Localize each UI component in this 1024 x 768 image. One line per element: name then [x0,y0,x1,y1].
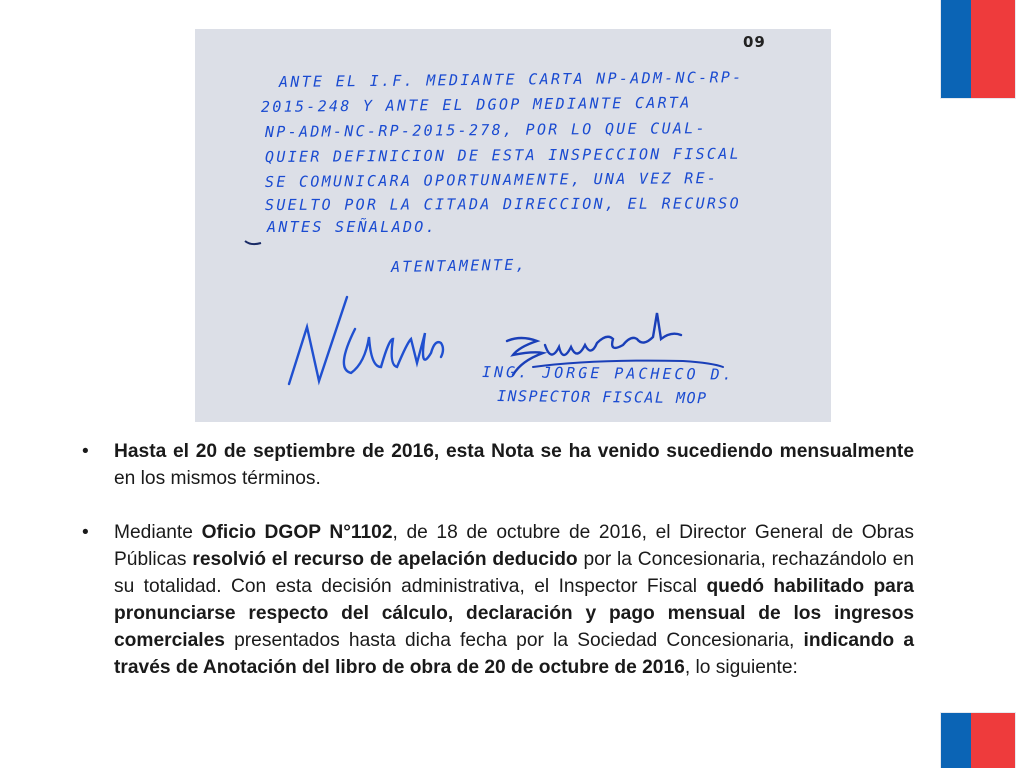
flag-red-stripe [971,713,1015,768]
flag-decoration-bottom [941,713,1015,768]
bullet-marker: • [82,441,89,462]
scanned-document [195,29,831,422]
bold-text: indicando a través de Anotación del libro de obra de 20 de octubre de 2016 [114,630,915,678]
handwritten-line: ANTE EL I.F. MEDIANTE CARTA NP-ADM-NC-RP- [278,68,744,91]
signature-left [289,297,443,384]
ink-mark [245,241,261,244]
handwritten-line: SE COMUNICARA OPORTUNAMENTE, UNA VEZ RE- [264,169,719,191]
flag-blue-stripe [941,0,971,98]
bold-text: Oficio DGOP N°1102 [201,522,393,543]
handwritten-line: NP-ADM-NC-RP-2015-278, POR LO QUE CUAL- [264,119,707,141]
bullet-text [114,438,914,492]
handwritten-line: 2015-248 Y ANTE EL DGOP MEDIANTE CARTA [260,93,692,116]
handwritten-line: ANTES SEÑALADO. [267,218,437,236]
bullet-list [78,438,914,681]
plain-text: por la Concesionaria, rechazándolo en su totalidad. Con esta decisión administrativa, el Inspector Fiscal [114,549,914,597]
signatory-name: ING. JORGE PACHECO D. [481,363,735,384]
page-number: 09 [743,33,766,51]
flag-blue-stripe [941,713,971,768]
bullet-text [114,519,914,681]
plain-text: presentados hasta dicha fecha por la Sociedad Concesionaria, [224,630,804,651]
plain-text: Mediante [114,522,202,543]
plain-text: en los mismos términos. [114,468,321,489]
closing-text: ATENTAMENTE, [390,255,528,276]
handwritten-line: SUELTO POR LA CITADA DIRECCION, EL RECURSO [264,194,741,214]
flag-decoration-top [941,0,1015,98]
bullet-item [78,438,914,492]
flag-red-stripe [971,0,1015,98]
plain-text: , de 18 de octubre de 2016, el Director General de Obras Públicas [114,522,915,570]
bullet-marker: • [82,522,89,543]
bold-text: Hasta el 20 de septiembre de 2016, esta Nota se ha venido sucediendo mensualmente [114,441,914,462]
handwritten-line: QUIER DEFINICION DE ESTA INSPECCION FISCAL [264,144,741,166]
bold-text: quedó habilitado para pronunciarse respecto del cálculo, declaración y pago mensual de los ingresos comerciales [114,576,914,651]
bullet-item [78,519,914,681]
bold-text: resolvió el recurso de apelación deducido [192,549,578,570]
plain-text: , lo siguiente: [684,657,798,678]
signatory-title: INSPECTOR FISCAL MOP [496,387,708,408]
